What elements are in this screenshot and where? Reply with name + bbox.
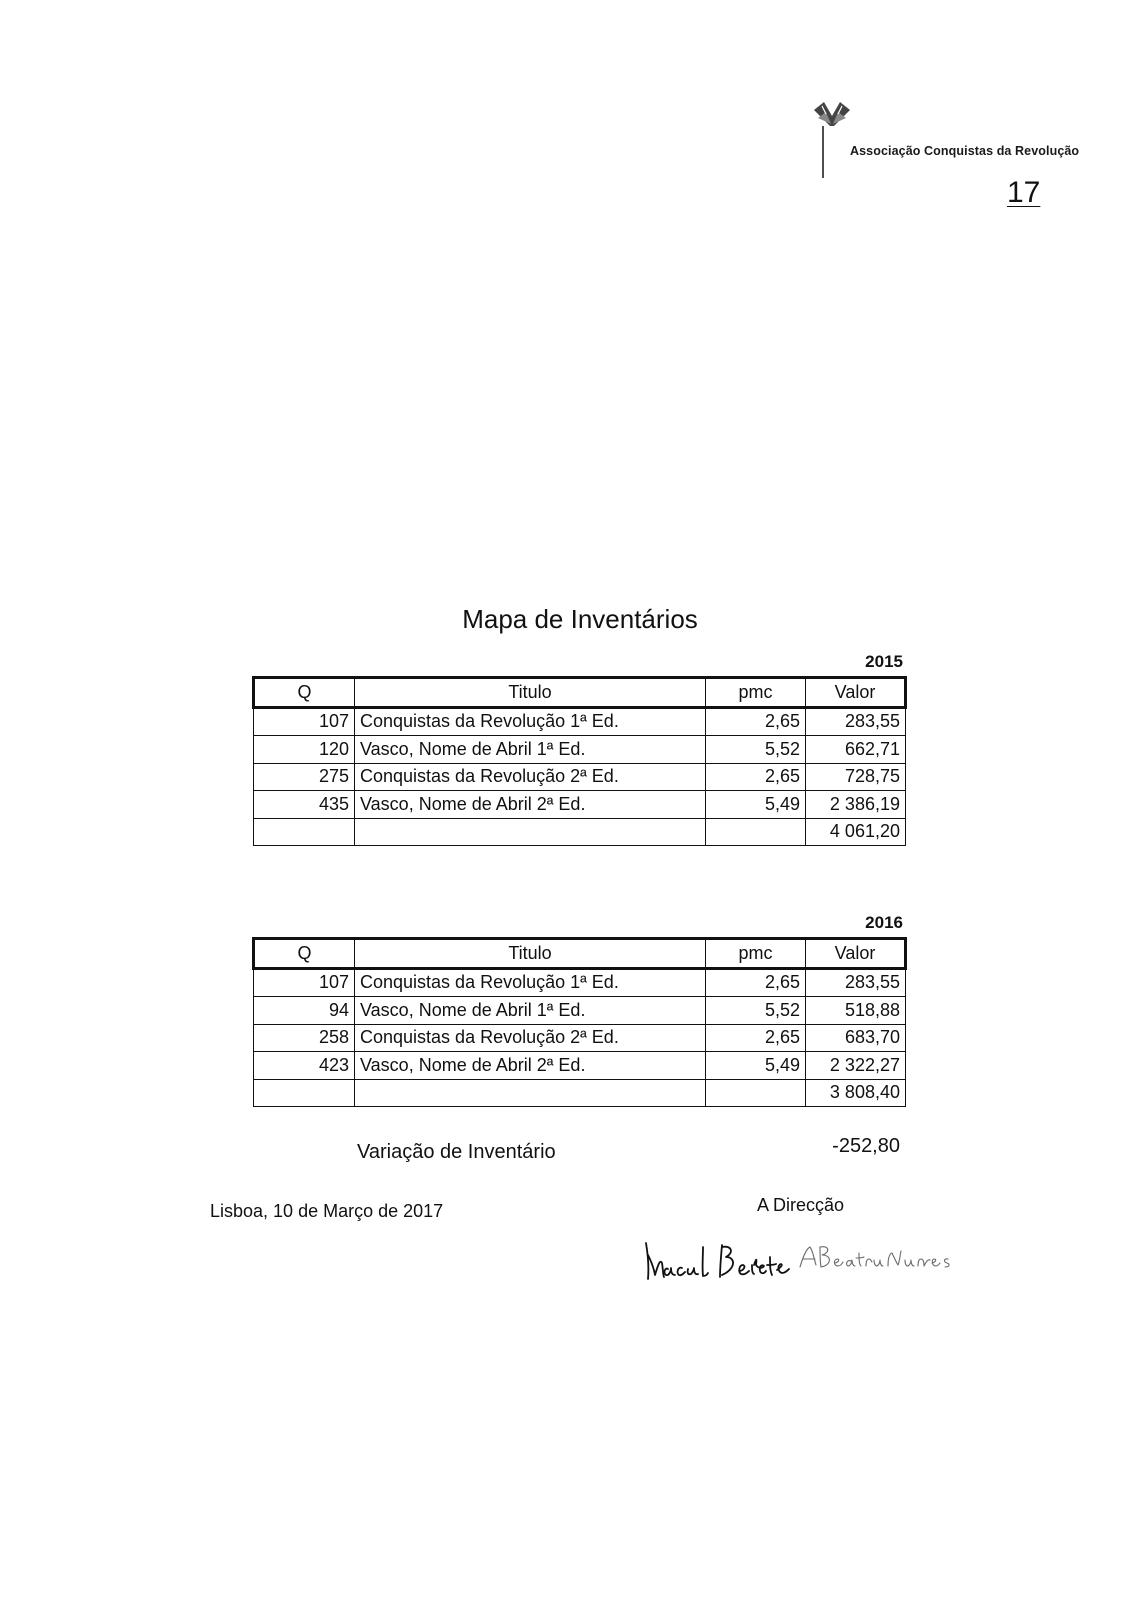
organization-name: Associação Conquistas da Revolução (850, 144, 1080, 158)
signature-beatriz (800, 1247, 949, 1267)
cell-titulo: Conquistas da Revolução 2ª Ed. (355, 1024, 706, 1052)
cell-valor: 683,70 (806, 1024, 906, 1052)
cell-q: 275 (254, 763, 355, 791)
total-value-2016: 3 808,40 (806, 1079, 906, 1107)
year-label-2015: 2015 (865, 652, 903, 671)
book-tree-icon (812, 102, 852, 182)
cell-q: 423 (254, 1052, 355, 1080)
cell-titulo: Vasco, Nome de Abril 2ª Ed. (355, 791, 706, 819)
table-row (254, 968, 906, 997)
column-header-pmc: pmc (706, 678, 806, 708)
empty-cell (706, 818, 806, 846)
cell-titulo: Vasco, Nome de Abril 1ª Ed. (355, 997, 706, 1025)
table-row (254, 791, 906, 819)
empty-cell (355, 1079, 706, 1107)
inventory-table-2016 (252, 937, 907, 1107)
cell-pmc: 5,49 (706, 791, 806, 819)
cell-pmc: 2,65 (706, 1024, 806, 1052)
empty-cell (355, 818, 706, 846)
column-header-valor: Valor (806, 678, 906, 708)
signature-manuel (646, 1243, 789, 1279)
empty-cell (254, 1079, 355, 1107)
column-header-q: Q (254, 939, 355, 969)
page-number: 17 (1007, 176, 1041, 209)
table-row (254, 707, 906, 736)
column-header-q: Q (254, 678, 355, 708)
empty-cell (254, 818, 355, 846)
cell-titulo: Conquistas da Revolução 1ª Ed. (355, 968, 706, 997)
cell-valor: 2 322,27 (806, 1052, 906, 1080)
variation-value: -252,80 (832, 1135, 900, 1157)
cell-pmc: 2,65 (706, 763, 806, 791)
cell-q: 107 (254, 968, 355, 997)
empty-cell (706, 1079, 806, 1107)
year-label-2016: 2016 (865, 913, 903, 932)
cell-valor: 518,88 (806, 997, 906, 1025)
table-row (254, 1052, 906, 1080)
cell-q: 107 (254, 707, 355, 736)
inventory-table-2015 (252, 676, 907, 846)
column-header-titulo: Titulo (355, 678, 706, 708)
table-row (254, 1024, 906, 1052)
cell-pmc: 2,65 (706, 707, 806, 736)
cell-titulo: Conquistas da Revolução 1ª Ed. (355, 707, 706, 736)
cell-titulo: Conquistas da Revolução 2ª Ed. (355, 763, 706, 791)
place-date: Lisboa, 10 de Março de 2017 (210, 1201, 444, 1221)
column-header-pmc: pmc (706, 939, 806, 969)
signatory-label: A Direcção (757, 1195, 845, 1215)
cell-pmc: 5,52 (706, 736, 806, 764)
cell-valor: 283,55 (806, 968, 906, 997)
cell-q: 258 (254, 1024, 355, 1052)
cell-titulo: Vasco, Nome de Abril 2ª Ed. (355, 1052, 706, 1080)
cell-q: 94 (254, 997, 355, 1025)
total-value-2015: 4 061,20 (806, 818, 906, 846)
cell-q: 435 (254, 791, 355, 819)
total-row (254, 1079, 906, 1107)
total-row (254, 818, 906, 846)
page-title: Mapa de Inventários (462, 604, 698, 634)
organization-logo (812, 102, 1080, 182)
table-row (254, 736, 906, 764)
cell-valor: 728,75 (806, 763, 906, 791)
column-header-valor: Valor (806, 939, 906, 969)
variation-label: Variação de Inventário (357, 1141, 556, 1163)
handwritten-signatures (640, 1235, 960, 1295)
table-header-row (254, 939, 906, 969)
cell-pmc: 5,52 (706, 997, 806, 1025)
cell-valor: 662,71 (806, 736, 906, 764)
column-header-titulo: Titulo (355, 939, 706, 969)
cell-valor: 2 386,19 (806, 791, 906, 819)
cell-titulo: Vasco, Nome de Abril 1ª Ed. (355, 736, 706, 764)
cell-pmc: 5,49 (706, 1052, 806, 1080)
table-header-row (254, 678, 906, 708)
table-row (254, 997, 906, 1025)
cell-valor: 283,55 (806, 707, 906, 736)
cell-pmc: 2,65 (706, 968, 806, 997)
table-row (254, 763, 906, 791)
cell-q: 120 (254, 736, 355, 764)
